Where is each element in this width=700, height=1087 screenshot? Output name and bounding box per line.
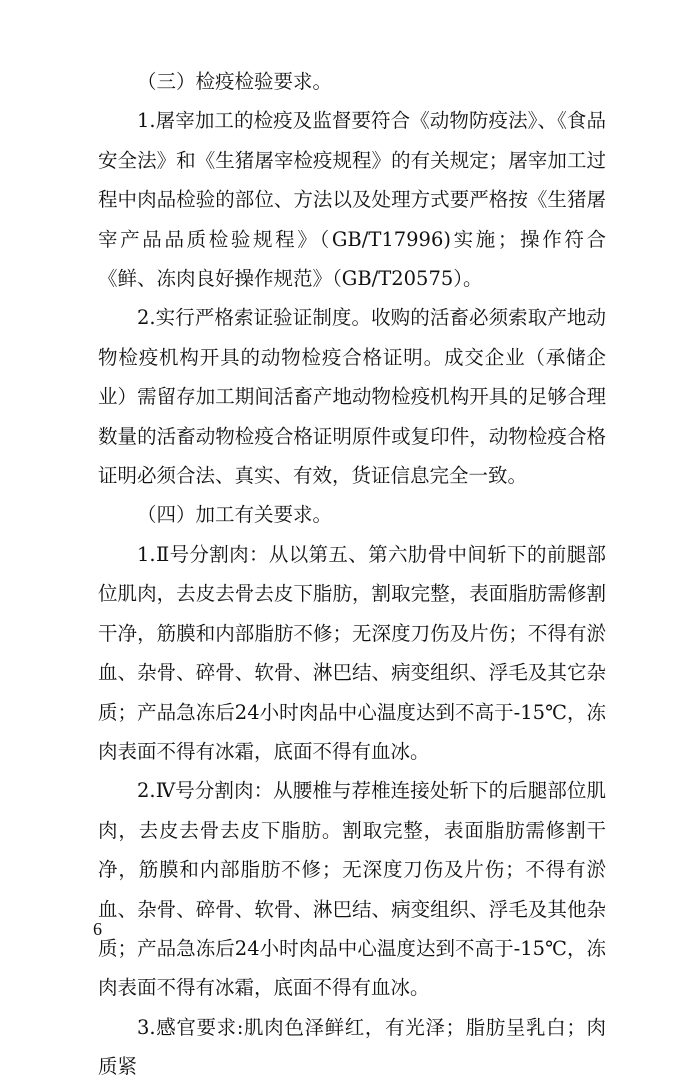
body-text xyxy=(98,62,606,1087)
paragraph-processing-3: 3.感官要求:肌肉色泽鲜红，有光泽；脂肪呈乳白；肉质紧 xyxy=(98,1015,606,1079)
paragraph-inspection-2: 2.实行严格索证验证制度。收购的活畜必须索取产地动物检疫机构开具的动物检疫合格证明。成交企业（承储企业）需留存加工期间活畜产地动物检疫机构开具的足够合理数量的活畜动物检疫合格证明原件或复印件，动物检疫合格证明必须合法、真实、有效，货证信息完全一致。 xyxy=(98,306,606,488)
paragraph-processing-2: 2.Ⅳ号分割肉：从腰椎与荐椎连接处斩下的后腿部位肌肉，去皮去骨去皮下脂肪。割取完整，表面脂肪需修割干净，筋膜和内部脂肪不修；无深度刀伤及片伤；不得有淤血、杂骨、碎骨、软骨、淋巴结、病变组织、浮毛及其他杂质；产品急冻后24小时肉品中心温度达到不高于-15℃，冻肉表面不得有冰霜，底面不得有血冰。 xyxy=(98,779,606,1000)
page-number: 6 xyxy=(93,919,102,939)
section-heading-processing: （四）加工有关要求。 xyxy=(137,503,333,527)
paragraph-processing-1: 1.Ⅱ号分割肉：从以第五、第六肋骨中间斩下的前腿部位肌肉，去皮去骨去皮下脂肪，割取完整，表面脂肪需修割干净，筋膜和内部脂肪不修；无深度刀伤及片伤；不得有淤血、杂骨、碎骨、软骨、淋巴结、病变组织、浮毛及其它杂质；产品急冻后24小时肉品中心温度达到不高于-15℃，冻肉表面不得有冰霜，底面不得有血冰。 xyxy=(98,542,606,763)
paragraph-inspection-1: 1.屠宰加工的检疫及监督要符合《动物防疫法》、《食品安全法》和《生猪屠宰检疫规程》的有关规定；屠宰加工过程中肉品检验的部位、方法以及处理方式要严格按《生猪屠宰产品品质检验规程》（GB/T17996)实施；操作符合《鲜、冻肉良好操作规范》（GB/T20575）。 xyxy=(98,109,606,291)
section-heading-inspection: （三）检疫检验要求。 xyxy=(137,70,333,93)
